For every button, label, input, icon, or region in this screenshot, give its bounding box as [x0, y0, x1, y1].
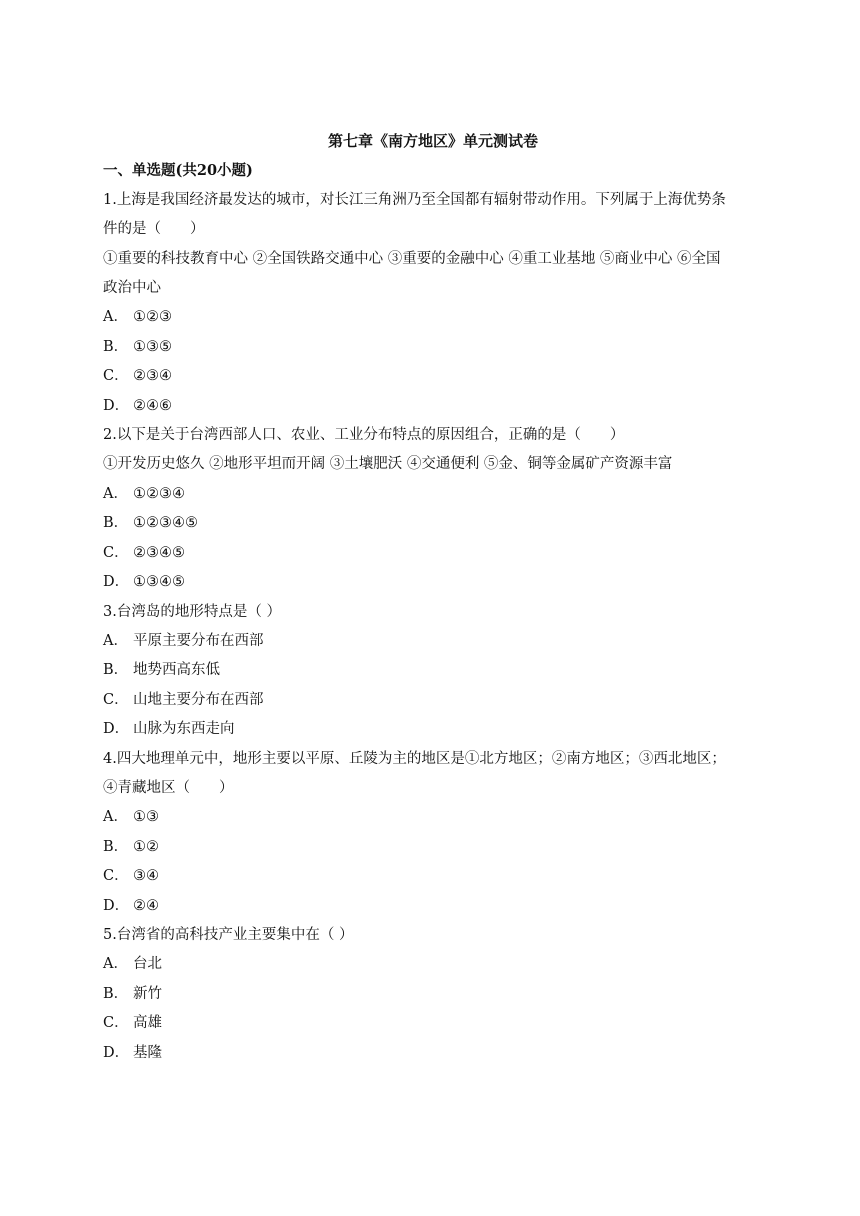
- option-text: 高雄: [133, 1015, 162, 1032]
- option-b[interactable]: [103, 833, 763, 862]
- option-letter: C．: [103, 1015, 129, 1032]
- question-stem-line: ④青藏地区（ ）: [103, 779, 234, 796]
- option-text: ①③: [133, 809, 159, 826]
- option-c[interactable]: [103, 1009, 763, 1038]
- option-letter: B．: [103, 515, 129, 532]
- question-stem-line: 4.四大地理单元中，地形主要以平原、丘陵为主的地区是①北方地区；②南方地区；③西北地区；: [103, 750, 726, 767]
- option-text: ①②③④⑤: [133, 515, 198, 532]
- option-b[interactable]: [103, 509, 763, 538]
- question-5: [103, 921, 763, 1068]
- option-text: 基隆: [133, 1044, 162, 1061]
- option-text: 山脉为东西走向: [133, 721, 235, 738]
- option-letter: A．: [103, 485, 128, 502]
- option-d[interactable]: [103, 568, 763, 597]
- option-letter: A．: [103, 632, 128, 649]
- option-letter: B．: [103, 338, 129, 355]
- option-text: ②③④: [133, 368, 172, 385]
- option-d[interactable]: [103, 1039, 763, 1068]
- option-a[interactable]: [103, 950, 763, 979]
- question-stem-line: 1.上海是我国经济最发达的城市，对长江三角洲乃至全国都有辐射带动作用。下列属于上海优势条: [103, 191, 726, 208]
- option-text: 新竹: [133, 985, 162, 1002]
- option-text: 地势西高东低: [133, 662, 220, 679]
- question-stem-line: 件的是（ ）: [103, 221, 205, 238]
- option-text: ②④: [133, 897, 159, 914]
- option-letter: D．: [103, 574, 130, 591]
- option-text: 平原主要分布在西部: [133, 632, 264, 649]
- option-letter: A．: [103, 956, 128, 973]
- option-letter: D．: [103, 397, 130, 414]
- question-info-line: 政治中心: [103, 280, 161, 297]
- option-d[interactable]: [103, 715, 763, 744]
- option-c[interactable]: [103, 862, 763, 891]
- option-text: ②③④⑤: [133, 544, 185, 561]
- option-letter: D．: [103, 897, 130, 914]
- option-a[interactable]: [103, 627, 763, 656]
- option-a[interactable]: [103, 480, 763, 509]
- option-text: ①②③④: [133, 485, 185, 502]
- question-stem-line: 3.台湾岛的地形特点是（ ）: [103, 603, 281, 620]
- page-title: 第七章《南方地区》单元测试卷: [327, 132, 538, 150]
- option-c[interactable]: [103, 686, 763, 715]
- question-3: [103, 598, 763, 745]
- option-letter: C．: [103, 544, 129, 561]
- option-letter: A．: [103, 809, 128, 826]
- option-letter: A．: [103, 309, 128, 326]
- option-text: ①②③: [133, 309, 172, 326]
- question-4: [103, 745, 763, 921]
- option-b[interactable]: [103, 656, 763, 685]
- question-info-line: ①重要的科技教育中心 ②全国铁路交通中心 ③重要的金融中心 ④重工业基地 ⑤商业中心 ⑥全国: [103, 250, 721, 267]
- question-stem-line: 2.以下是关于台湾西部人口、农业、工业分布特点的原因组合，正确的是（ ）: [103, 427, 625, 444]
- option-letter: D．: [103, 721, 130, 738]
- option-text: ①②: [133, 838, 159, 855]
- option-a[interactable]: [103, 803, 763, 832]
- option-b[interactable]: [103, 333, 763, 362]
- option-b[interactable]: [103, 980, 763, 1009]
- question-1: [103, 186, 763, 421]
- option-text: 山地主要分布在西部: [133, 691, 264, 708]
- section-heading: 一、单选题(共20小题): [103, 162, 253, 180]
- option-d[interactable]: [103, 392, 763, 421]
- option-text: ①③⑤: [133, 338, 172, 355]
- option-letter: B．: [103, 985, 129, 1002]
- option-text: 台北: [133, 956, 162, 973]
- option-c[interactable]: [103, 539, 763, 568]
- question-info-line: ①开发历史悠久 ②地形平坦而开阔 ③土壤肥沃 ④交通便利 ⑤金、铜等金属矿产资源丰富: [103, 456, 673, 473]
- page-content: [103, 127, 763, 1068]
- option-text: ①③④⑤: [133, 574, 185, 591]
- option-letter: B．: [103, 838, 129, 855]
- option-text: ③④: [133, 868, 159, 885]
- option-letter: C．: [103, 368, 129, 385]
- option-letter: C．: [103, 691, 129, 708]
- question-stem-line: 5.台湾省的高科技产业主要集中在（ ）: [103, 926, 354, 943]
- option-letter: B．: [103, 662, 129, 679]
- question-2: [103, 421, 763, 597]
- option-c[interactable]: [103, 362, 763, 391]
- option-d[interactable]: [103, 892, 763, 921]
- option-text: ②④⑥: [133, 397, 172, 414]
- option-letter: C．: [103, 868, 129, 885]
- option-letter: D．: [103, 1044, 130, 1061]
- option-a[interactable]: [103, 303, 763, 332]
